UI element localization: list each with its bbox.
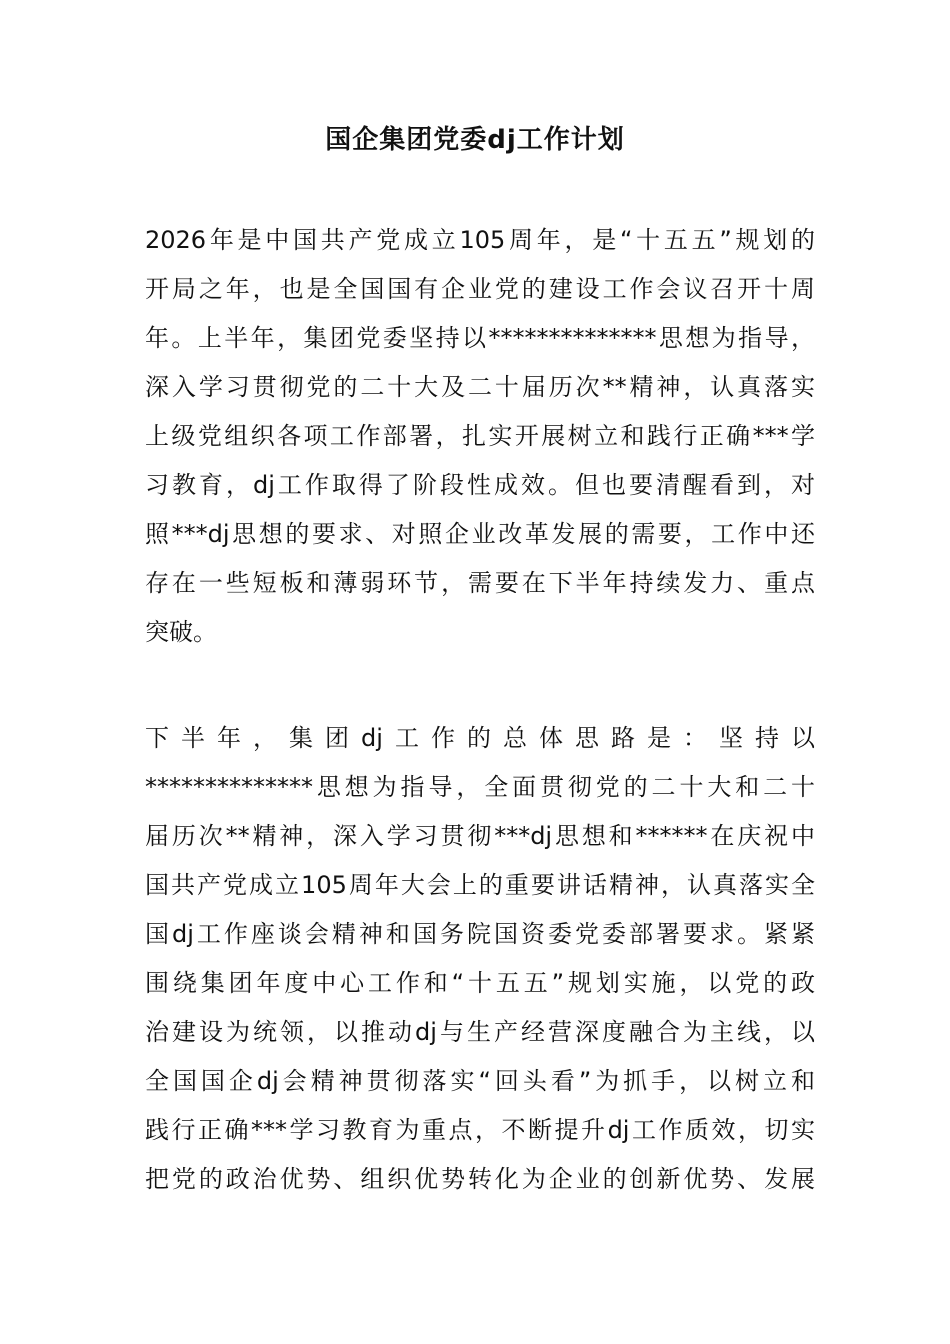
- paragraph-line: 治建设为统领，以推动dj与生产经营深度融合为主线，以: [145, 1018, 815, 1046]
- paragraph-line: 围绕集团年度中心工作和“十五五”规划实施，以党的政: [145, 969, 815, 997]
- paragraph-line: 存在一些短板和薄弱环节，需要在下半年持续发力、重点: [145, 569, 815, 597]
- paragraph-line: 照***dj思想的要求、对照企业改革发展的需要，工作中还: [145, 520, 815, 548]
- paragraph-line: 深入学习贯彻党的二十大及二十届历次**精神，认真落实: [145, 373, 815, 401]
- paragraph-line: 践行正确***学习教育为重点，不断提升dj工作质效，切实: [145, 1116, 815, 1144]
- paragraph-line: 全国国企dj会精神贯彻落实“回头看”为抓手，以树立和: [145, 1067, 815, 1095]
- paragraph-line: 年。上半年，集团党委坚持以**************思想为指导，: [145, 324, 815, 352]
- paragraph-line: 届历次**精神，深入学习贯彻***dj思想和******在庆祝中: [145, 822, 815, 850]
- paragraph-line: 国共产党成立105周年大会上的重要讲话精神，认真落实全: [145, 871, 815, 899]
- paragraph-line: 2026年是中国共产党成立105周年，是“十五五”规划的: [145, 226, 815, 254]
- paragraph-line: 把党的政治优势、组织优势转化为企业的创新优势、发展: [145, 1165, 815, 1193]
- paragraph-line: 习教育，dj工作取得了阶段性成效。但也要清醒看到，对: [145, 471, 815, 499]
- paragraph-line: 下半年，集团dj工作的总体思路是：坚持以: [145, 724, 815, 752]
- paragraph-line: 突破。: [145, 618, 217, 646]
- paragraph-second-half-plan: [145, 714, 815, 1204]
- paragraph-line: **************思想为指导，全面贯彻党的二十大和二十: [145, 773, 815, 801]
- paragraph-line: 上级党组织各项工作部署，扎实开展树立和践行正确***学: [145, 422, 815, 450]
- paragraph-line: 开局之年，也是全国国有企业党的建设工作会议召开十周: [145, 275, 815, 303]
- paragraph-line: 国dj工作座谈会精神和国务院国资委党委部署要求。紧紧: [145, 920, 815, 948]
- paragraph-first-half-review: [145, 216, 815, 657]
- document-title: 国企集团党委dj工作计划: [325, 125, 625, 155]
